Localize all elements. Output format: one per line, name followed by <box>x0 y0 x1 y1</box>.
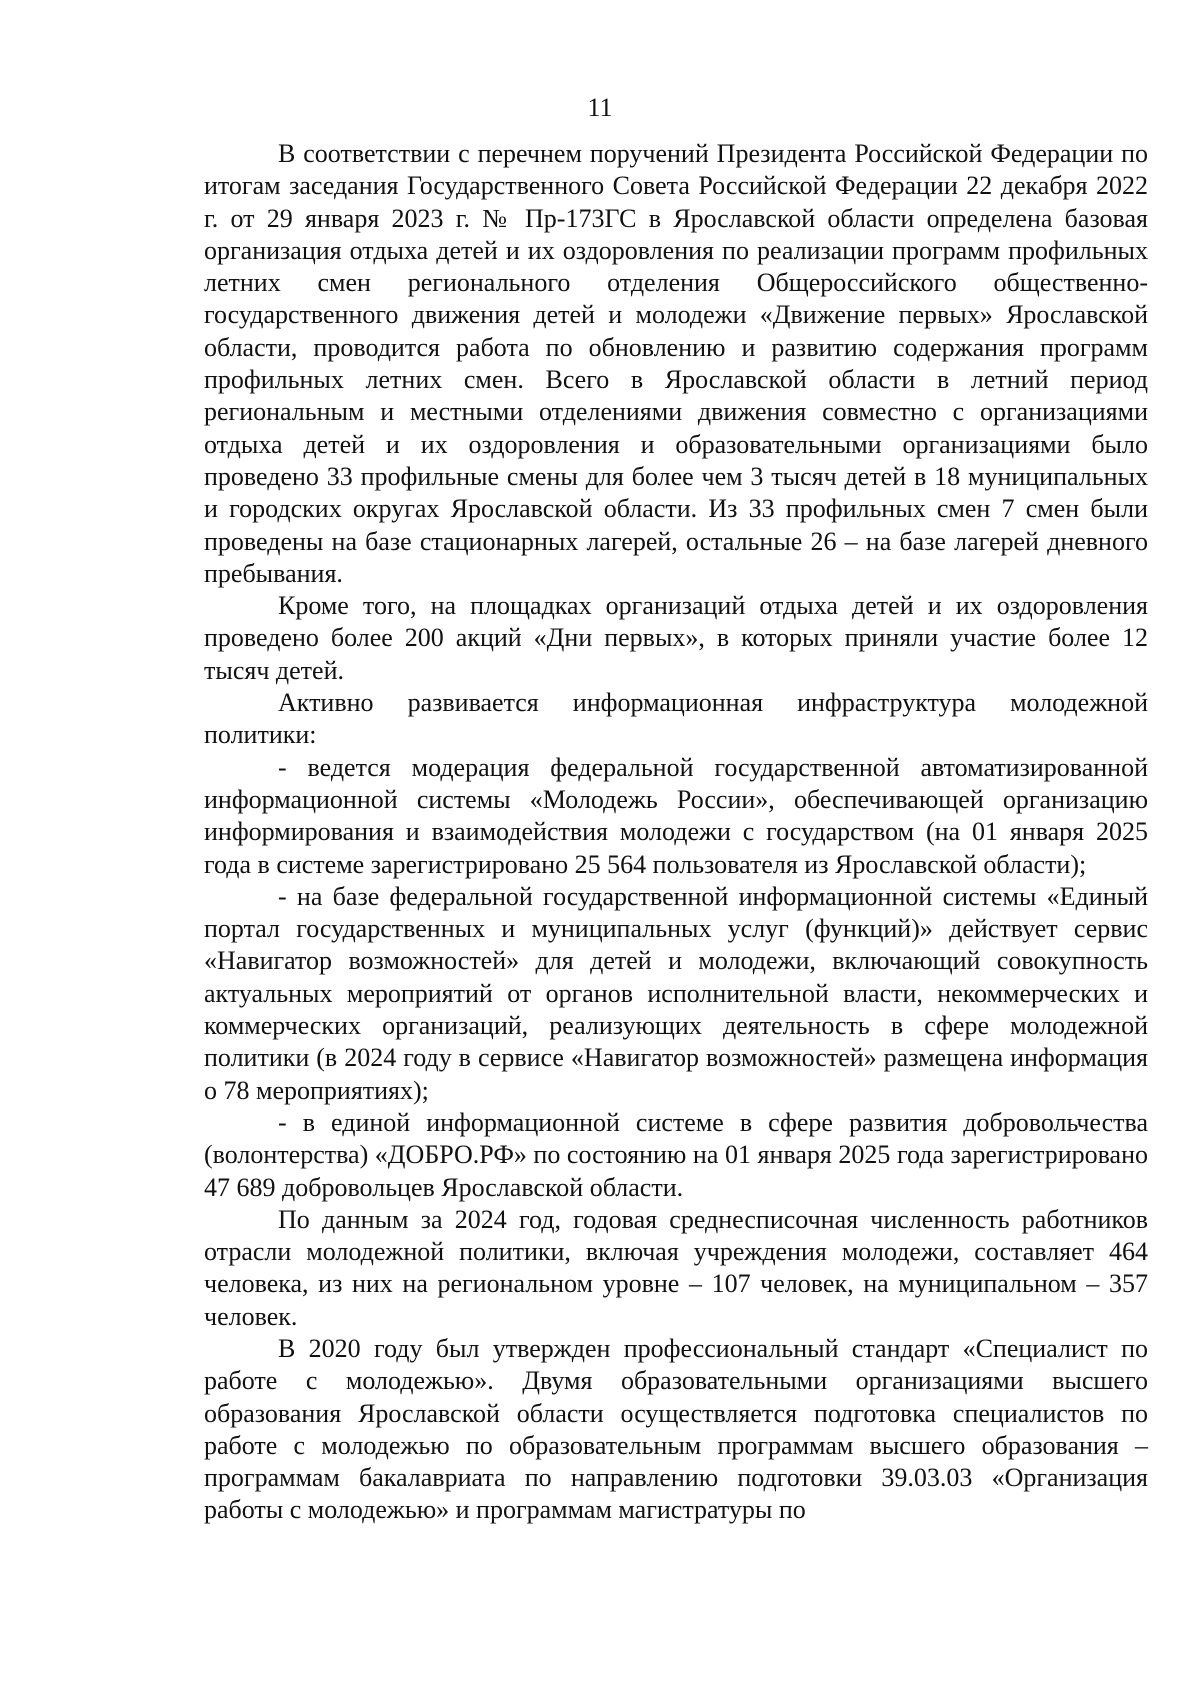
document-body <box>204 138 1148 1527</box>
paragraph-staff-numbers: По данным за 2024 год, годовая среднесписочная численность работников отрасли молодежной политики, включая учреждения молодежи, составляет 464 человека, из них на региональном уровне – 107 человек, на муниципальном – 357 человек. <box>204 1204 1148 1331</box>
paragraph-camps: В соответствии с перечнем поручений Президента Российской Федерации по итогам заседания Государственного Совета Российской Федерации 22 декабря 2022 г. от 29 января 2023 г. № Пр-173ГС в Ярославской области определена базовая организация отдыха детей и их оздоровления по реализации программ профильных летних смен регионального отделения Общероссийского общественно-государственного движения детей и молодежи «Движение первых» Ярославской области, проводится работа по обновлению и развитию содержания программ профильных летних смен. Всего в Ярославской области в летний период региональным и местными отделениями движения совместно с организациями отдыха детей и их оздоровления и образовательными организациями было проведено 33 профильные смены для более чем 3 тысяч детей в 18 муниципальных и городских округах Ярославской области. Из 33 профильных смен 7 смен были проведены на базе стационарных лагерей, остальные 26 – на базе лагерей дневного пребывания. <box>204 139 1148 588</box>
list-item-dobro: - в единой информационной системе в сфере развития добровольчества (волонтерства) «ДОБРО.РФ» по состоянию на 01 января 2025 года зарегистрировано 47 689 добровольцев Ярославской области. <box>204 1107 1148 1202</box>
paragraph-infrastructure-intro: Активно развивается информационная инфраструктура молодежной политики: <box>204 688 1148 750</box>
list-item-navigator: - на базе федеральной государственной информационной системы «Единый портал государственных и муниципальных услуг (функций)» действует сервис «Навигатор возможностей» для детей и молодежи, включающий совокупность актуальных мероприятий от органов исполнительной власти, некоммерческих и коммерческих организаций, реализующих деятельность в сфере молодежной политики (в 2024 году в сервисе «Навигатор возможностей» размещена информация о 78 мероприятиях); <box>204 881 1148 1105</box>
page-number: 11 <box>587 93 613 122</box>
paragraph-professional-standard: В 2020 году был утвержден профессиональный стандарт «Специалист по работе с молодежью». Двумя образовательными организациями высшего образования Ярославской области осуществляется подготовка специалистов по работе с молодежью по образовательным программам высшего образования – программам бакалавриата по направлению подготовки 39.03.03 «Организация работы с молодежью» и программам магистратуры по <box>204 1333 1148 1525</box>
paragraph-days-of-first: Кроме того, на площадках организаций отдыха детей и их оздоровления проведено более 200 акций «Дни первых», в которых приняли участие более 12 тысяч детей. <box>204 591 1148 685</box>
list-item-youth-of-russia: - ведется модерация федеральной государственной автоматизированной информационной системы «Молодежь России», обеспечивающей организацию информирования и взаимодействия молодежи с государством (на 01 января 2025 года в системе зарегистрировано 25 564 пользователя из Ярославской области); <box>204 752 1148 879</box>
